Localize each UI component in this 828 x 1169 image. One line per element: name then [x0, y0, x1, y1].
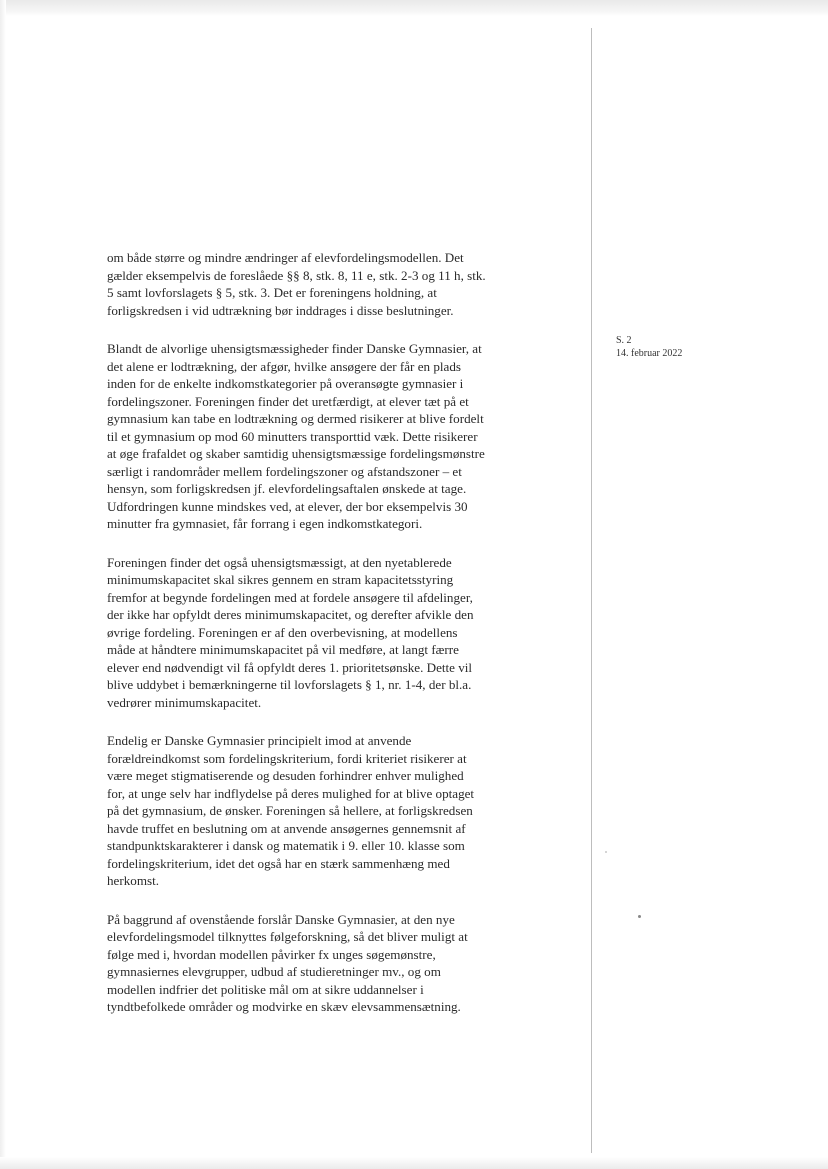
scan-edge-top [0, 0, 828, 16]
column-divider [591, 28, 592, 1153]
text-line: modellen indfrier det politiske mål om at sikre uddannelser i [107, 981, 424, 997]
text-line: forligskredsen i vid udtrækning bør inddrages i disse beslutninger. [107, 302, 454, 318]
scan-speck [638, 915, 641, 918]
margin-note [616, 334, 682, 360]
text-line: at øge frafaldet og skaber samtidig uhensigtsmæssige fordelingsmønstre [107, 446, 485, 461]
text-line: minutter fra gymnasiet, får forrang i egen indkomstkategori. [107, 516, 423, 531]
text-line: til et gymnasium op mod 60 minutters transporttid væk. Dette risikerer [107, 428, 478, 444]
paragraph [107, 340, 575, 533]
scan-edge-left [0, 0, 6, 1169]
text-line: det alene er lodtrækning, der afgør, hvilke ansøgere der får en plads [107, 358, 461, 374]
text-line: øvrige fordeling. Foreningen er af den overbevisning, at modellens [107, 624, 458, 640]
text-line: standpunktskarakterer i dansk og matematik i 9. eller 10. klasse som [107, 838, 465, 853]
scan-edge-bottom [0, 1157, 828, 1169]
body-text [107, 249, 575, 1037]
text-line: om både større og mindre ændringer af elevfordelingsmodellen. Det [107, 250, 464, 265]
paragraph [107, 249, 575, 319]
text-line: På baggrund af ovenstående forslår Danske Gymnasier, at den nye [107, 911, 455, 927]
text-line: 5 samt lovforslagets § 5, stk. 3. Det er foreningens holdning, at [107, 285, 437, 300]
text-line: herkomst. [107, 873, 160, 888]
scan-speck [605, 851, 607, 853]
text-line: på det gymnasium, de ønsker. Foreningen så hellere, at forligskredsen [107, 803, 473, 818]
text-line: der ikke har opfyldt deres minimumskapacitet, og derefter afvikle den [107, 607, 474, 622]
text-line: elever end nødvendigt vil få opfyldt deres 1. prioritetsønske. Dette vil [107, 659, 473, 675]
text-line: Foreningen finder det også uhensigtsmæssigt, at den nyetablerede [107, 554, 452, 570]
text-line: gymnasiernes elevgrupper, udbud af studieretninger mv., og om [107, 964, 441, 979]
text-line: elevfordelingsmodel tilknyttes følgeforskning, så det bliver muligt at [107, 929, 468, 944]
text-line: følge med i, hvordan modellen påvirker fx unges søgemønstre, [107, 946, 436, 962]
document-date: 14. februar 2022 [616, 348, 683, 359]
text-line: Blandt de alvorlige uhensigtsmæssigheder finder Danske Gymnasier, at [107, 341, 482, 356]
text-line: gymnasium kan tabe en lodtrækning og dermed risikerer at blive fordelt [107, 411, 484, 426]
text-line: for, at unge selv har indflydelse på deres mulighed for at blive optaget [107, 785, 475, 801]
text-line: gælder eksempelvis de foreslåede §§ 8, stk. 8, 11 e, stk. 2-3 og 11 h, stk. [107, 267, 486, 283]
text-line: Udfordringen kunne mindskes ved, at elever, der bor eksempelvis 30 [107, 498, 468, 514]
paragraph [107, 554, 575, 712]
page-number: S. 2 [616, 335, 632, 346]
text-line: blive uddybet i bemærkningerne til lovforslagets § 1, nr. 1-4, der bl.a. [107, 677, 472, 692]
text-line: måde at håndtere minimumskapacitet på vil medføre, at langt færre [107, 642, 459, 657]
text-line: hensyn, som forligskredsen jf. elevfordelingsaftalen ønskede at tage. [107, 481, 467, 496]
text-line: inden for de enkelte indkomstkategorier på overansøgte gymnasier i [107, 376, 464, 391]
paragraph [107, 732, 575, 890]
text-line: fordelingskriterium, idet det også har en stærk sammenhæng med [107, 855, 450, 871]
text-line: tyndtbefolkede områder og modvirke en skæv elevsammensætning. [107, 999, 461, 1014]
text-line: være meget stigmatiserende og desuden forhindrer enhver mulighed [107, 768, 464, 783]
text-line: forældreindkomst som fordelingskriterium, fordi kriteriet risikerer at [107, 750, 467, 766]
text-line: vedrører minimumskapacitet. [107, 694, 262, 710]
text-line: fremfor at begynde fordelingen med at fordele ansøgere til afdelinger, [107, 589, 473, 605]
text-line: særligt i randområder mellem fordelingszoner og afstandszoner – et [107, 463, 462, 479]
text-line: minimumskapacitet skal sikres gennem en stram kapacitetsstyring [107, 572, 454, 587]
paragraph [107, 911, 575, 1016]
text-line: Endelig er Danske Gymnasier principielt imod at anvende [107, 733, 412, 748]
text-line: havde truffet en beslutning om at anvende ansøgernes gennemsnit af [107, 820, 466, 836]
text-line: fordelingszoner. Foreningen finder det uretfærdigt, at elever tæt på et [107, 393, 469, 409]
